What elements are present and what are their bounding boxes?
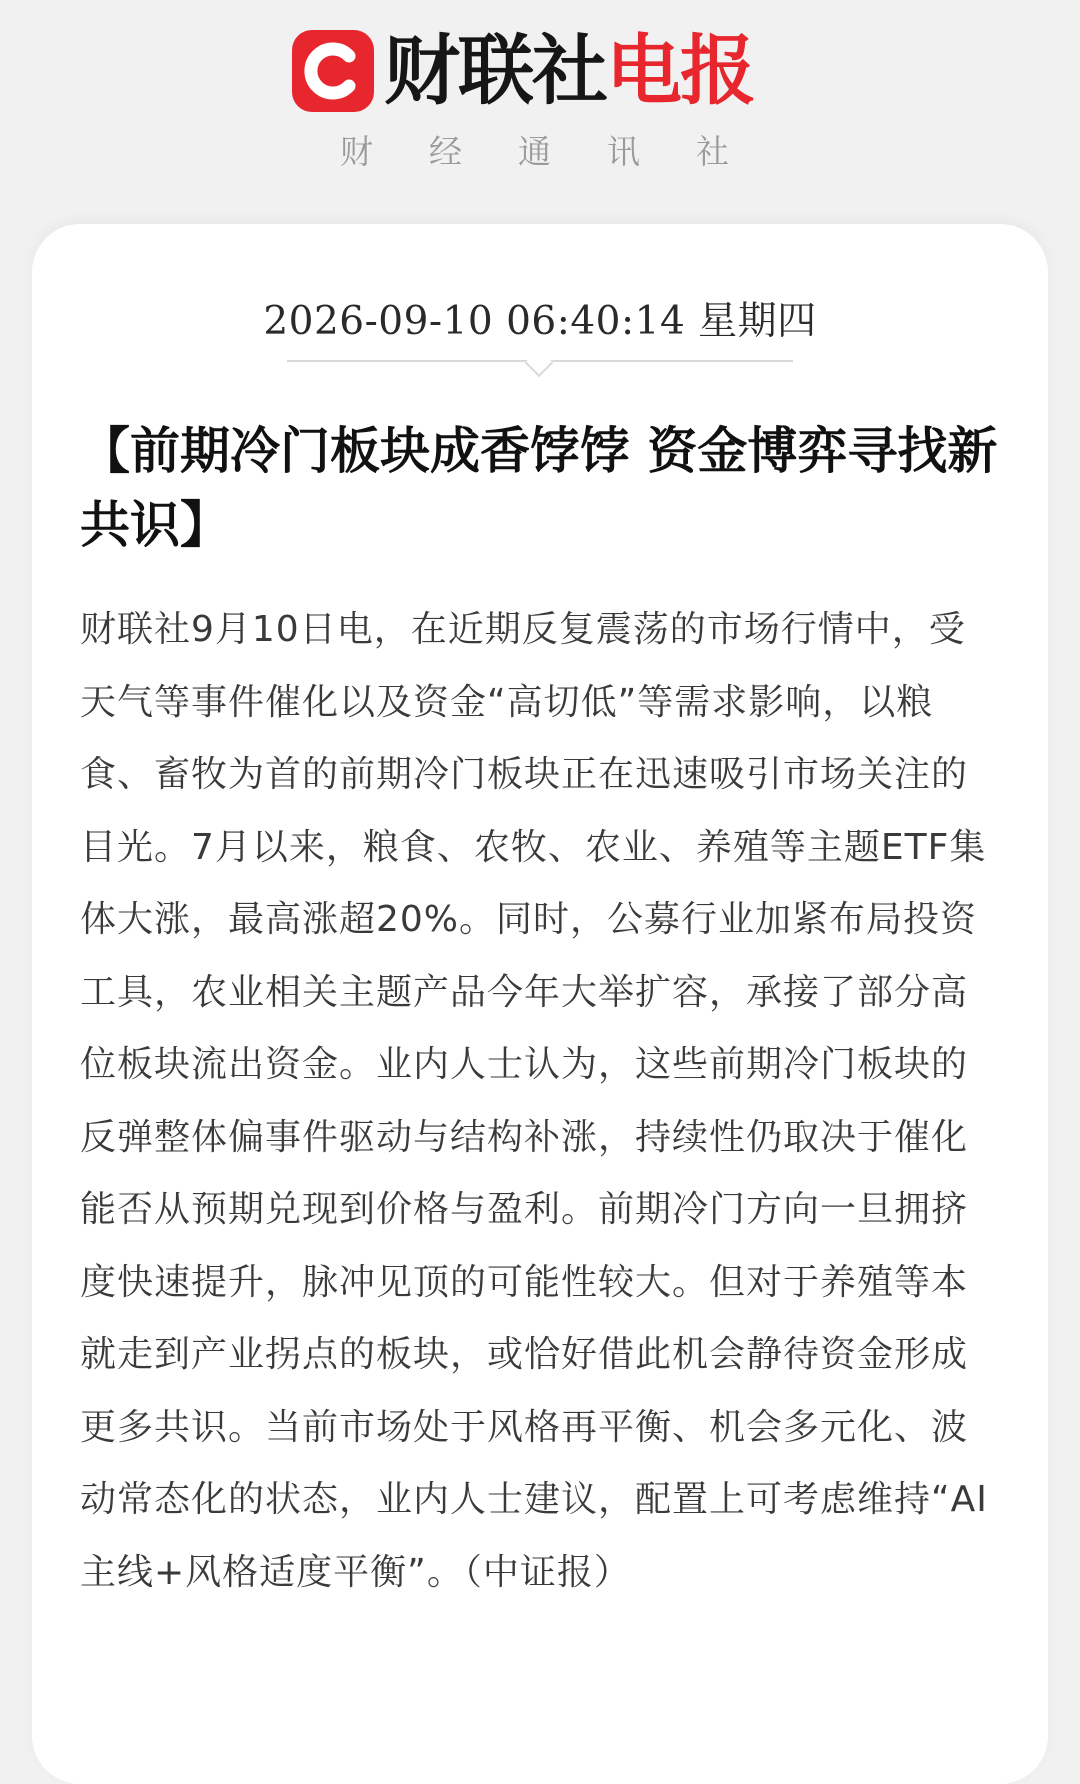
cls-logo-icon [292,30,374,112]
brand-section-name: 电报 [606,26,754,115]
divider-notch [525,349,553,377]
news-card [32,224,1048,1784]
app-header [0,0,1080,230]
publish-datetime: 2026-09-10 06:40:14 星期四 [263,299,817,344]
article-headline: 【前期冷门板块成香饽饽 资金博弈寻找新共识】 [80,421,998,554]
brand-logo [292,28,754,114]
brand-name: 财联社 [384,26,606,115]
article-body: 财联社9月10日电，在近期反复震荡的市场行情中，受天气等事件催化以及资金“高切低”等需求影响，以粮食、畜牧为首的前期冷门板块正在迅速吸引市场关注的目光。7月以来，粮食、农牧、农业、养殖等主题ETF集体大涨，最高涨超20%。同时，公募行业加紧布局投资工具，农业相关主题产品今年大举扩容，承接了部分高位板块流出资金。业内人士认为，这些前期冷门板块的反弹整体偏事件驱动与结构补涨，持续性仍取决于催化能否从预期兑现到价格与盈利。前期冷门方向一旦拥挤度快速提升，脉冲见顶的可能性较大。但对于养殖等本就走到产业拐点的板块，或恰好借此机会静待资金形成更多共识。当前市场处于风格再平衡、机会多元化、波动常态化的状态，业内人士建议，配置上可考虑维持“AI主线+风格适度平衡”。（中证报） [80,609,988,1593]
brand-subtitle: 财经通讯社 [340,132,785,171]
